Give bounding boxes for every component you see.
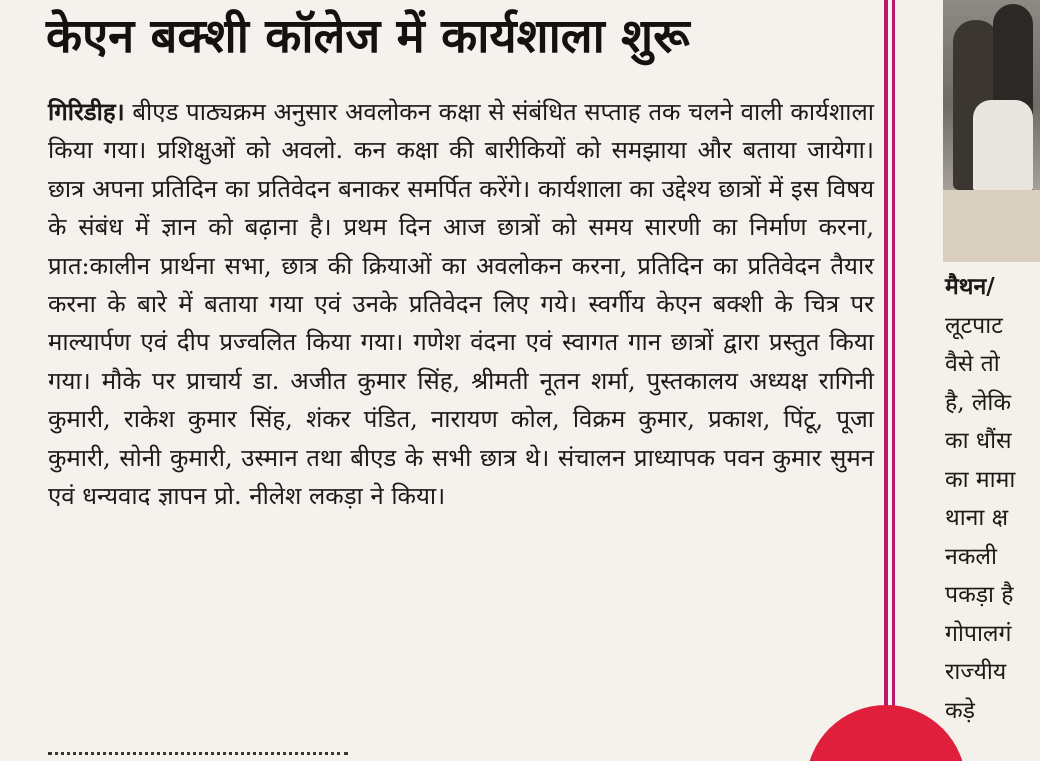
article-body-text: बीएड पाठ्यक्रम अनुसार अवलोकन कक्षा से संबंधित सप्ताह तक चलने वाली कार्यशाला किया गया। प्रशिक्षुओं को अवलो. कन कक्षा की बारीकियों को समझाया और बताया जायेगा। छात्र अपना प्रतिदिन का प्रतिवेदन बनाकर समर्पित करेंगे। कार्यशाला का उद्देश्य छात्रों में इस विषय के संबंध में ज्ञान को बढ़ाना है। प्रथम दिन आज छात्रों को समय सारणी का निर्माण करना, प्रात:कालीन प्रार्थना सभा, छात्र की क्रियाओं का अवलोकन करना, प्रतिदिन का प्रतिवेदन तैयार करना के बारे में बताया गया एवं उनके प्रतिवेदन लिए गये। स्वर्गीय केएन बक्शी के चित्र पर माल्यार्पण एवं दीप प्रज्वलित किया गया। गणेश वंदना एवं स्वागत गान छात्रों द्वारा प्रस्तुत किया गया। मौके पर प्राचार्य डा. अजीत कुमार सिंह, श्रीमती नूतन शर्मा, पुस्तकालय अध्यक्ष रागिनी कुमारी, राकेश कुमार सिंह, शंकर पंडित, नारायण कोल, विक्रम कुमार, प्रकाश, पिंटू, पूजा कुमारी, सोनी कुमारी, उस्मान तथा बीएड के सभी छात्र थे। संचालन प्राध्यापक पवन कुमार सुमन एवं धन्यवाद ज्ञापन प्रो. नीलेश लकड़ा ने किया। xyxy=(48,98,874,511)
adjacent-line: राज्यीय xyxy=(945,659,1007,685)
news-photo xyxy=(943,0,1040,262)
adjacent-line: पकड़ा है xyxy=(945,582,1014,608)
adjacent-line: है, लेकि xyxy=(945,389,1012,416)
adjacent-line: लूटपाट xyxy=(945,312,1003,339)
adjacent-line: गोपालगं xyxy=(945,620,1012,647)
article-dateline: गिरिडीह। xyxy=(48,98,125,126)
photo-person-uniform xyxy=(973,100,1033,190)
adjacent-article xyxy=(895,0,1040,761)
article-headline: केएन बक्शी कॉलेज में कार्यशाला शुरू xyxy=(46,9,690,64)
adjacent-dateline: मैथन/ xyxy=(945,274,995,300)
adjacent-line: वैसे तो xyxy=(945,351,1000,377)
adjacent-article-text xyxy=(945,268,1040,730)
adjacent-line: थाना क्ष xyxy=(945,505,1009,531)
photo-table xyxy=(943,190,1040,262)
adjacent-line: नकली xyxy=(945,543,997,570)
news-article xyxy=(44,0,880,761)
adjacent-line: कड़े xyxy=(945,697,975,724)
adjacent-line: का धौंस xyxy=(945,428,1012,454)
next-article-fragment xyxy=(48,752,348,759)
article-body xyxy=(48,93,874,515)
adjacent-line: का मामा xyxy=(945,466,1016,493)
column-rule xyxy=(884,0,888,761)
